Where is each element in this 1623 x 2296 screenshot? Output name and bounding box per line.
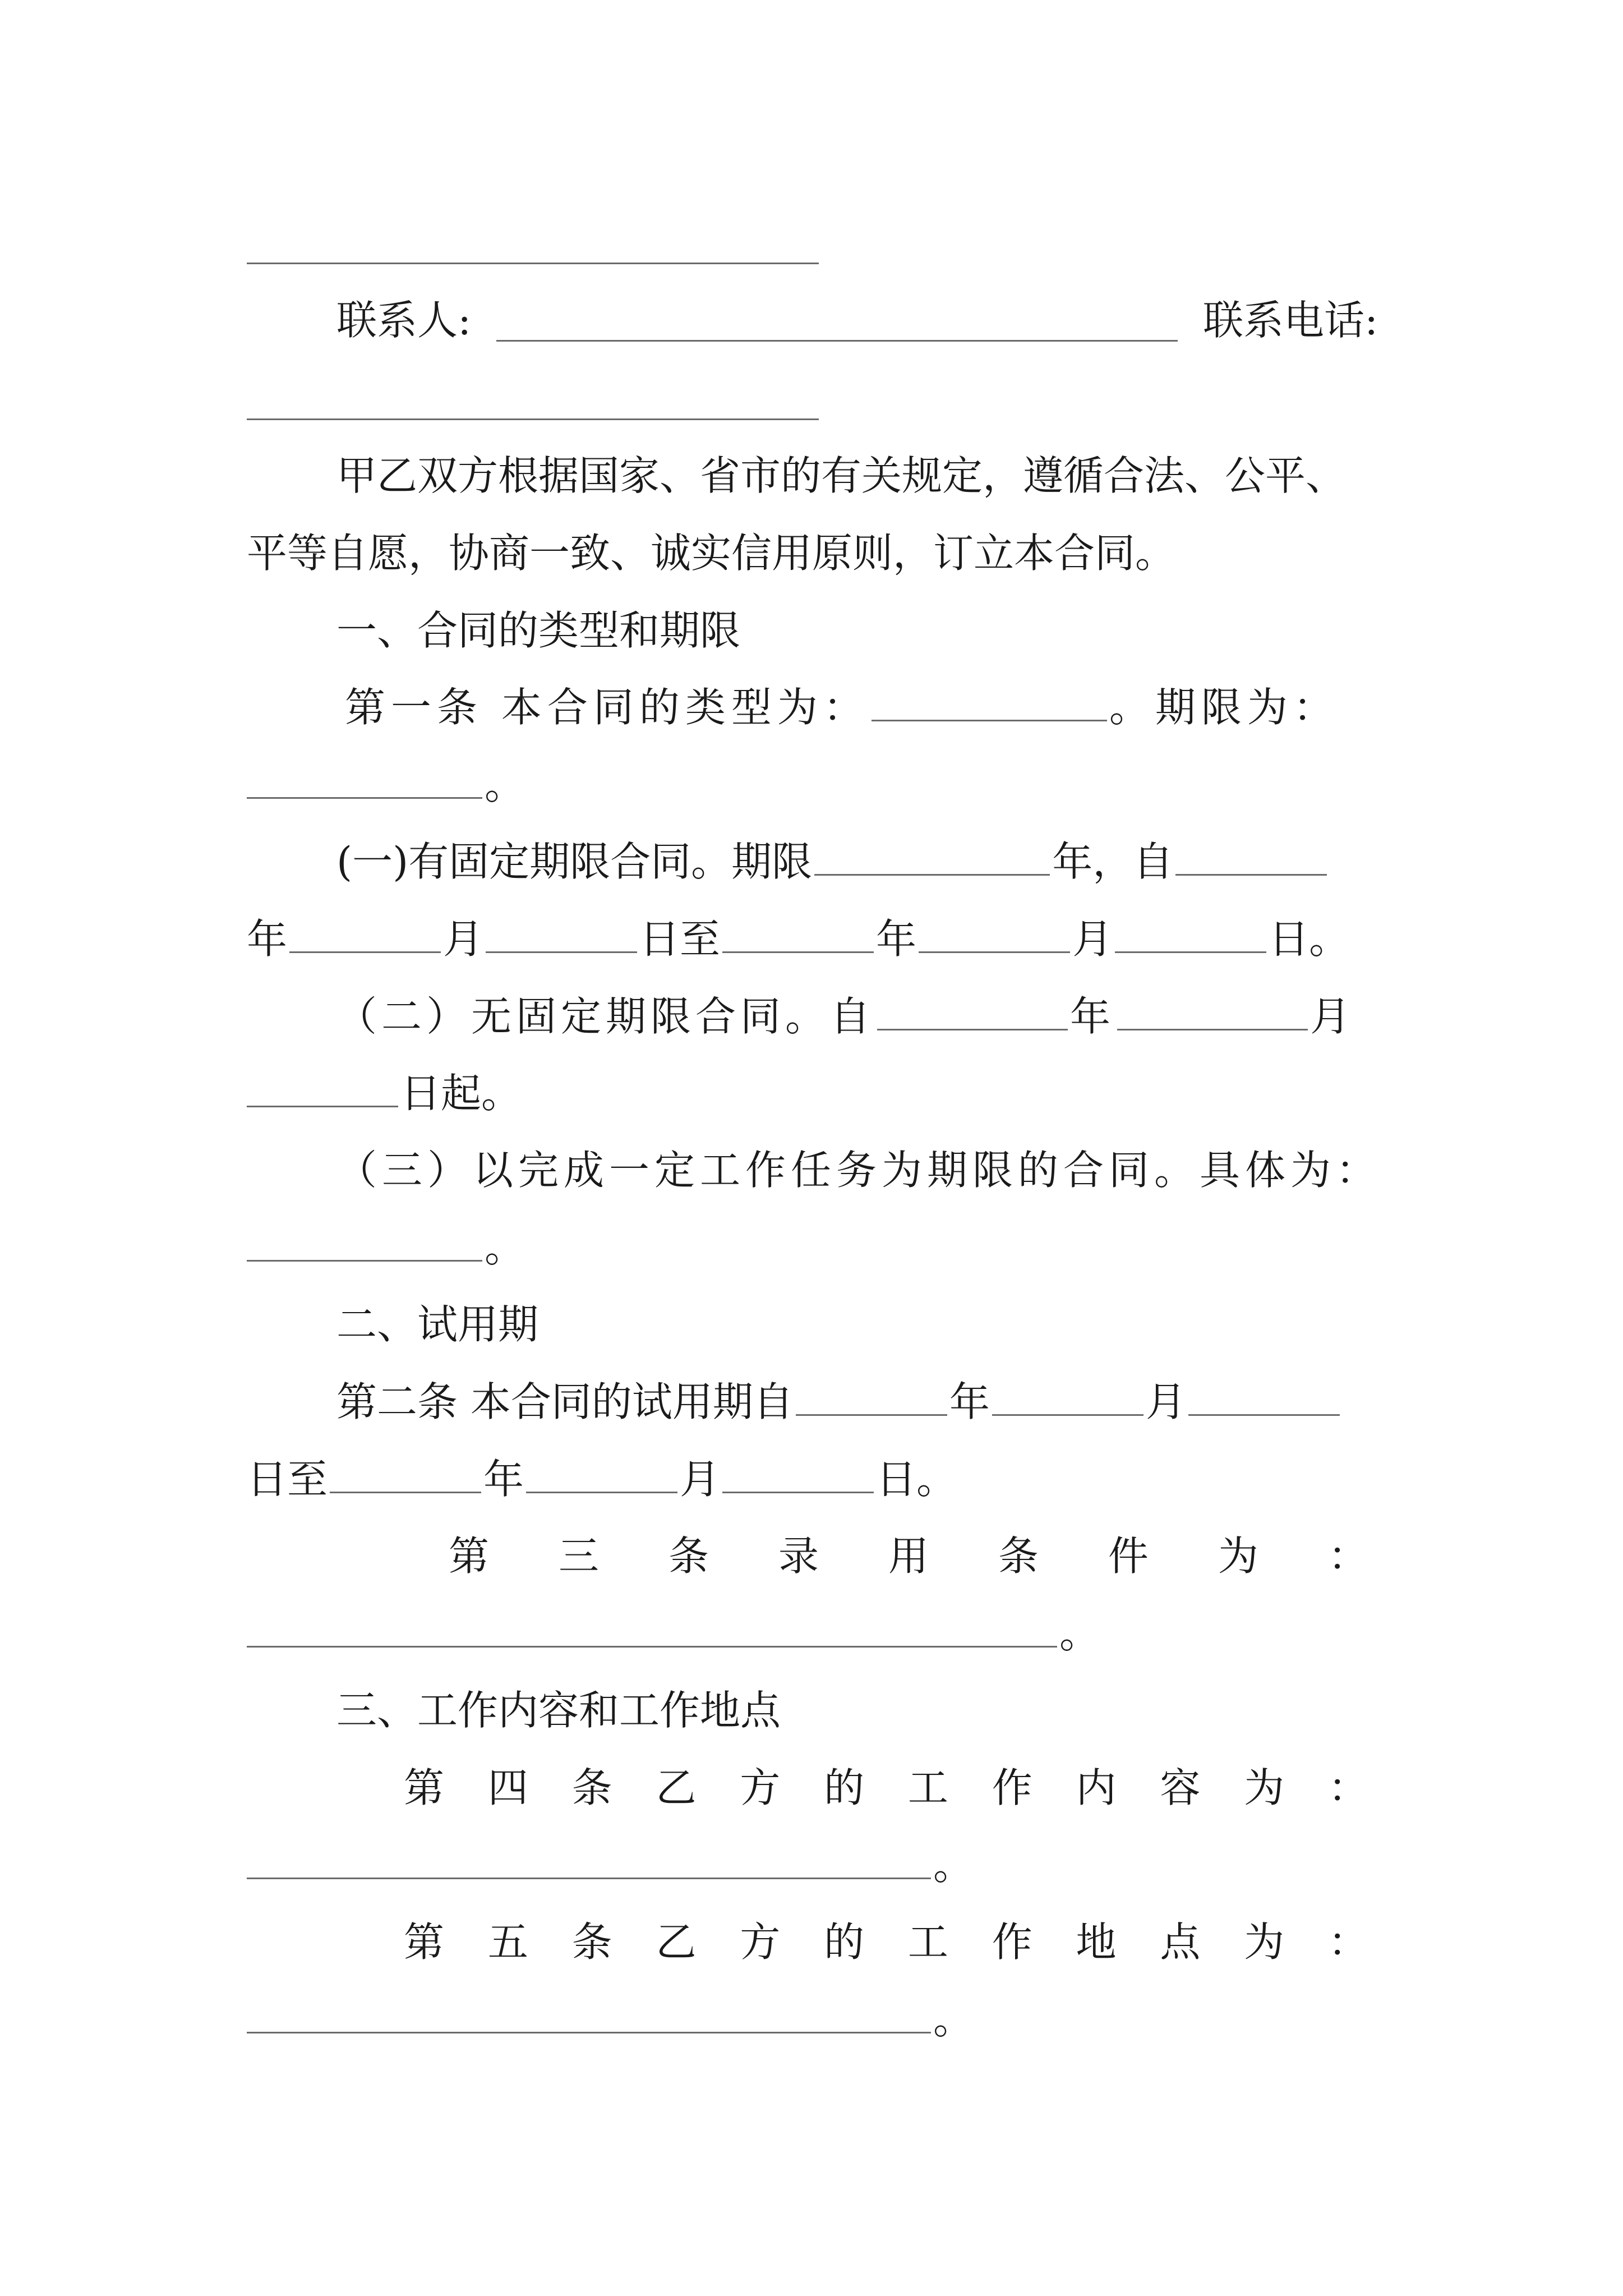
article3-char: 用 — [888, 1533, 929, 1580]
article4-char: 乙 — [656, 1764, 697, 1811]
term-blank[interactable] — [247, 797, 482, 799]
item3-end: 。 — [485, 1224, 525, 1271]
job-content-blank[interactable] — [247, 1877, 931, 1879]
article2-day-label: 日。 — [876, 1456, 957, 1503]
article4-line-1 — [404, 1764, 1368, 1811]
article4-char: 四 — [487, 1764, 528, 1811]
article4-char: 容 — [1160, 1764, 1201, 1811]
item1-prefix: (一)有固定期限合同。期限 — [336, 838, 813, 885]
article5-char: 工 — [907, 1918, 948, 1966]
item1-line-1 — [336, 838, 1329, 885]
item2-month-label: 月 — [1310, 993, 1355, 1040]
item1-to-year-blank[interactable] — [722, 951, 874, 953]
intro-line-2: 平等自愿，协商一致、诚实信用原则，订立本合同。 — [247, 530, 1176, 577]
article3-char: 条 — [998, 1533, 1039, 1580]
article5-char: 地 — [1076, 1918, 1117, 1966]
article4-char: 内 — [1076, 1764, 1117, 1811]
item3-line-2 — [247, 1224, 525, 1271]
item1-from-day-blank[interactable] — [486, 951, 637, 953]
item1-year-from: 年，自 — [1052, 838, 1174, 885]
article1-term-label: 。期限为： — [1109, 684, 1339, 731]
contact-person-label: 联系人: — [336, 297, 472, 344]
article5-char: 乙 — [656, 1918, 697, 1966]
article4-char: 第 — [404, 1764, 445, 1811]
article5-char: 点 — [1160, 1918, 1201, 1966]
item2-month-blank[interactable] — [1117, 1028, 1308, 1030]
article2-year2-label: 年 — [483, 1456, 524, 1503]
section3-heading: 三、工作内容和工作地点 — [336, 1687, 781, 1734]
article5-end: 。 — [933, 1996, 974, 2043]
section2-heading: 二、试用期 — [336, 1301, 539, 1348]
item1-to-day-blank[interactable] — [1115, 951, 1266, 953]
item2-day-blank[interactable] — [247, 1105, 398, 1107]
article2-year-label: 年 — [949, 1378, 990, 1425]
hiring-conditions-blank[interactable] — [247, 1645, 1057, 1648]
article3-line-2 — [247, 1610, 1100, 1657]
item1-month2-label: 月 — [1072, 915, 1113, 963]
article3-char: 第 — [449, 1533, 490, 1580]
article2-from-month-blank[interactable] — [992, 1414, 1144, 1416]
item1-to-month-blank[interactable] — [919, 951, 1070, 953]
item1-year2-label: 年 — [876, 915, 917, 963]
item1-from-year-blank[interactable] — [1175, 873, 1327, 876]
article3-char: 件 — [1108, 1533, 1149, 1580]
contact-phone-label: 联系电话: — [1203, 297, 1378, 344]
article2-prefix: 第二条 本合同的试用期自 — [336, 1378, 794, 1425]
article5-char: 条 — [571, 1918, 612, 1966]
item1-month-label: 月 — [443, 915, 484, 963]
item1-year-label: 年 — [247, 915, 288, 963]
article3-end: 。 — [1059, 1610, 1100, 1657]
article2-month2-label: 月 — [680, 1456, 721, 1503]
article4-char: 工 — [907, 1764, 948, 1811]
item3-line-1: （三）以完成一定工作任务为期限的合同。具体为： — [336, 1147, 1382, 1194]
item1-from-month-blank[interactable] — [289, 951, 441, 953]
article4-char: 为 — [1244, 1764, 1285, 1811]
item1-years-blank[interactable] — [814, 873, 1050, 876]
article1-type-label: 第一条 本合同的类型为： — [345, 684, 869, 731]
article2-line-2 — [247, 1456, 957, 1503]
item1-line-2 — [247, 915, 1350, 963]
article5-line-1 — [404, 1918, 1368, 1966]
item1-day2-label: 日。 — [1269, 915, 1350, 963]
article1-line-2 — [247, 761, 525, 808]
article3-char: 为 — [1218, 1533, 1258, 1580]
article3-char: 录 — [778, 1533, 819, 1580]
article5-line-2 — [247, 1996, 974, 2043]
article2-to-month-blank[interactable] — [526, 1491, 677, 1493]
article4-line-2 — [247, 1842, 974, 1889]
article2-to-day-blank[interactable] — [722, 1491, 874, 1493]
article2-from-year-blank[interactable] — [796, 1414, 947, 1416]
article1-end: 。 — [485, 761, 525, 808]
article4-char: 的 — [824, 1764, 865, 1811]
article3-line-1 — [449, 1533, 1368, 1580]
item2-year-label: 年 — [1070, 993, 1115, 1040]
article2-month-label: 月 — [1145, 1378, 1186, 1425]
item2-day-label: 日起。 — [400, 1070, 522, 1117]
article3-char: 条 — [668, 1533, 709, 1580]
blank-field-top[interactable] — [247, 263, 819, 264]
article5-char: 作 — [992, 1918, 1032, 1966]
article4-char: 方 — [740, 1764, 781, 1811]
item1-dayto-label: 日至 — [639, 915, 721, 963]
article5-char: 五 — [487, 1918, 528, 1966]
intro-line-1: 甲乙双方根据国家、省市的有关规定，遵循合法、公平、 — [336, 452, 1347, 499]
item2-line-1 — [336, 993, 1355, 1040]
article5-char: ： — [1327, 1918, 1368, 1966]
contact-person-blank[interactable] — [496, 340, 1178, 342]
article3-char: 三 — [558, 1533, 599, 1580]
item2-prefix: （二）无固定期限合同。自 — [336, 993, 875, 1040]
article4-end: 。 — [933, 1842, 974, 1889]
item3-blank[interactable] — [247, 1259, 482, 1262]
work-location-blank[interactable] — [247, 2031, 931, 2033]
article2-line-1 — [336, 1378, 1342, 1425]
article4-char: 作 — [992, 1764, 1032, 1811]
article3-char: ： — [1327, 1533, 1368, 1580]
article5-char: 的 — [824, 1918, 865, 1966]
article5-char: 第 — [404, 1918, 445, 1966]
article5-char: 为 — [1244, 1918, 1285, 1966]
article2-dayto-label: 日至 — [247, 1456, 328, 1503]
article5-char: 方 — [740, 1918, 781, 1966]
item2-line-2 — [247, 1070, 522, 1117]
section1-heading: 一、合同的类型和期限 — [336, 607, 741, 654]
article2-from-day-blank[interactable] — [1188, 1414, 1340, 1416]
article1-line — [345, 684, 1339, 731]
contract-type-blank[interactable] — [872, 719, 1107, 721]
contact-line — [336, 297, 472, 344]
item2-year-blank[interactable] — [877, 1028, 1068, 1030]
article4-char: ： — [1327, 1764, 1368, 1811]
article4-char: 条 — [571, 1764, 612, 1811]
article2-to-year-blank[interactable] — [330, 1491, 481, 1493]
contact-phone-blank[interactable] — [247, 418, 819, 420]
